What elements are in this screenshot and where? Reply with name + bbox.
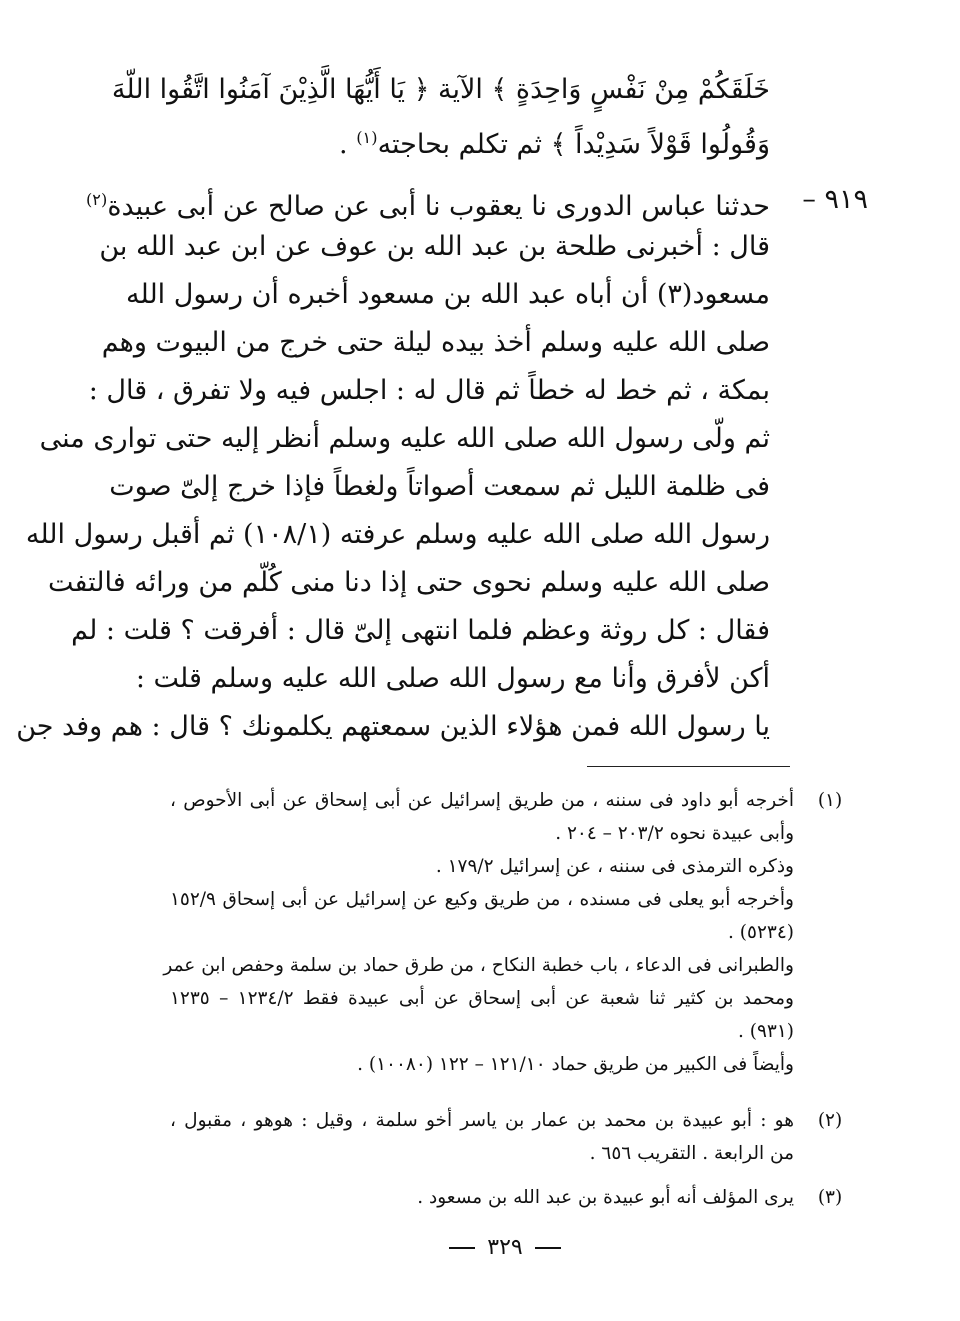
quote-line-2 [170, 114, 770, 162]
hadith-number: ٩١٩ – [802, 184, 868, 215]
footnote-ref-1: (١) [356, 128, 378, 147]
footnote-line: وأيضاً فى الكبير من طريق حماد ١٢١/١٠ – ١٢٢ (١٠٠٨٠) . [357, 1054, 794, 1075]
hadith-line: أكن لأفرق وأنا مع رسول الله صلى الله عليه وسلم قلت : [135, 663, 770, 694]
footnote-line: والطبرانى فى الدعاء ، باب خطبة النكاح ، من طرق حماد بن سلمة وحفص ابن عمر [163, 955, 794, 976]
footnote-1 [163, 784, 850, 1081]
page-number [0, 1235, 960, 1260]
page-number-dash [535, 1247, 561, 1249]
quote-line-2-text: وَقُولُوا قَوْلاً سَدِيْداً ﴾ ثم تكلم بحاجته [377, 129, 770, 160]
hadith-line: صلى الله عليه وسلم أخذ بيده ليلة حتى خرج من البيوت وهم [101, 327, 770, 358]
footnote-line: (٩٣١) . [737, 1021, 794, 1042]
hadith-line: ثم ولّى رسول الله صلى الله عليه وسلم أنظر إليه حتى توارى منى [39, 423, 770, 454]
footnote-line: يرى المؤلف أنه أبو عبيدة بن عبد الله بن مسعود . [417, 1187, 794, 1208]
hadith-line: يا رسول الله فمن هؤلاء الذين سمعتهم يكلمونك ؟ قال : هم وفد جن [16, 711, 770, 742]
footnote-3 [170, 1181, 850, 1214]
footnote-ref-2: (٢) [85, 190, 108, 209]
quote-line-1: خَلَقَكُمْ مِنْ نَفْسٍ وَاحِدَةٍ ﴾ الآية ﴿ يَا أَيُّهَا الَّذِيْنَ آمَنُوا اتَّقُوا اللّهَ [111, 74, 770, 105]
footnote-line: (٥٢٣٤) . [728, 922, 794, 943]
hadith-line: فى ظلمة الليل ثم سمعت أصواتاً ولغطاً فإذا خرج إلىّ صوت [109, 471, 770, 502]
footnote-line: ومحمد بن كثير ثنا شعبة عن أبى إسحاق عن أبى عبيدة فقط ١٢٣٤/٢ – ١٢٣٥ [170, 988, 794, 1009]
hadith-line-1-text: حدثنا عباس الدورى نا يعقوب نا أبى عن صالح عن أبى عبيدة [107, 191, 770, 222]
hadith-line: قال : أخبرنى طلحة بن عبد الله بن عوف عن ابن عبد الله بن [99, 231, 770, 262]
footnote-line: وذكره الترمذى فى سننه ، عن إسرائيل ١٧٩/٢ . [435, 856, 794, 877]
hadith-line: فقال : كل روثة وعظم فلما انتهى إلىّ قال : أفرقت ؟ قلت : لم [71, 615, 770, 646]
footnote-line: من الرابعة . التقريب ٦٥٦ . [589, 1143, 794, 1164]
footnote-line: هو : أبو عبيدة بن محمد بن عمار بن ياسر أخو سلمة ، وقيل : هوهو ، مقبول ، [170, 1110, 794, 1131]
footnote-number: (٢) [817, 1110, 843, 1131]
page-number-dash [449, 1247, 475, 1249]
hadith-line: بمكة ، ثم خط له خطاً ثم قال له : اجلس فيه ولا تفرق ، قال : [88, 375, 770, 406]
hadith-line: مسعود(٣) أن أباه عبد الله بن مسعود أخبره أن رسول الله [126, 279, 770, 310]
footnote-2 [170, 1104, 850, 1170]
footnote-number: (١) [817, 790, 843, 811]
hadith-first-line [85, 176, 868, 224]
page-number-value: ٣٢٩ [487, 1235, 523, 1260]
footnote-separator [587, 766, 790, 767]
quote-end-mark: . [339, 129, 357, 160]
hadith-line: صلى الله عليه وسلم نحوى حتى إذا دنا منى كُلّم من ورائه فالتفت [47, 567, 770, 598]
footnote-line: وأخرجه أبو يعلى فى مسنده ، من طريق وكيع عن إسرائيل عن أبى إسحاق ١٥٢/٩ [170, 889, 794, 910]
footnote-line: أخرجه أبو داود فى سننه ، من طريق إسرائيل عن أبى إسحاق عن أبى الأحوص ، [170, 790, 794, 811]
hadith-line: رسول الله صلى الله عليه وسلم عرفته (١٠٨/١) ثم أقبل رسول الله [25, 519, 770, 550]
footnote-number: (٣) [817, 1187, 843, 1208]
footnote-line: وأبى عبيدة نحوه ٢٠٣/٢ – ٢٠٤ . [555, 823, 794, 844]
